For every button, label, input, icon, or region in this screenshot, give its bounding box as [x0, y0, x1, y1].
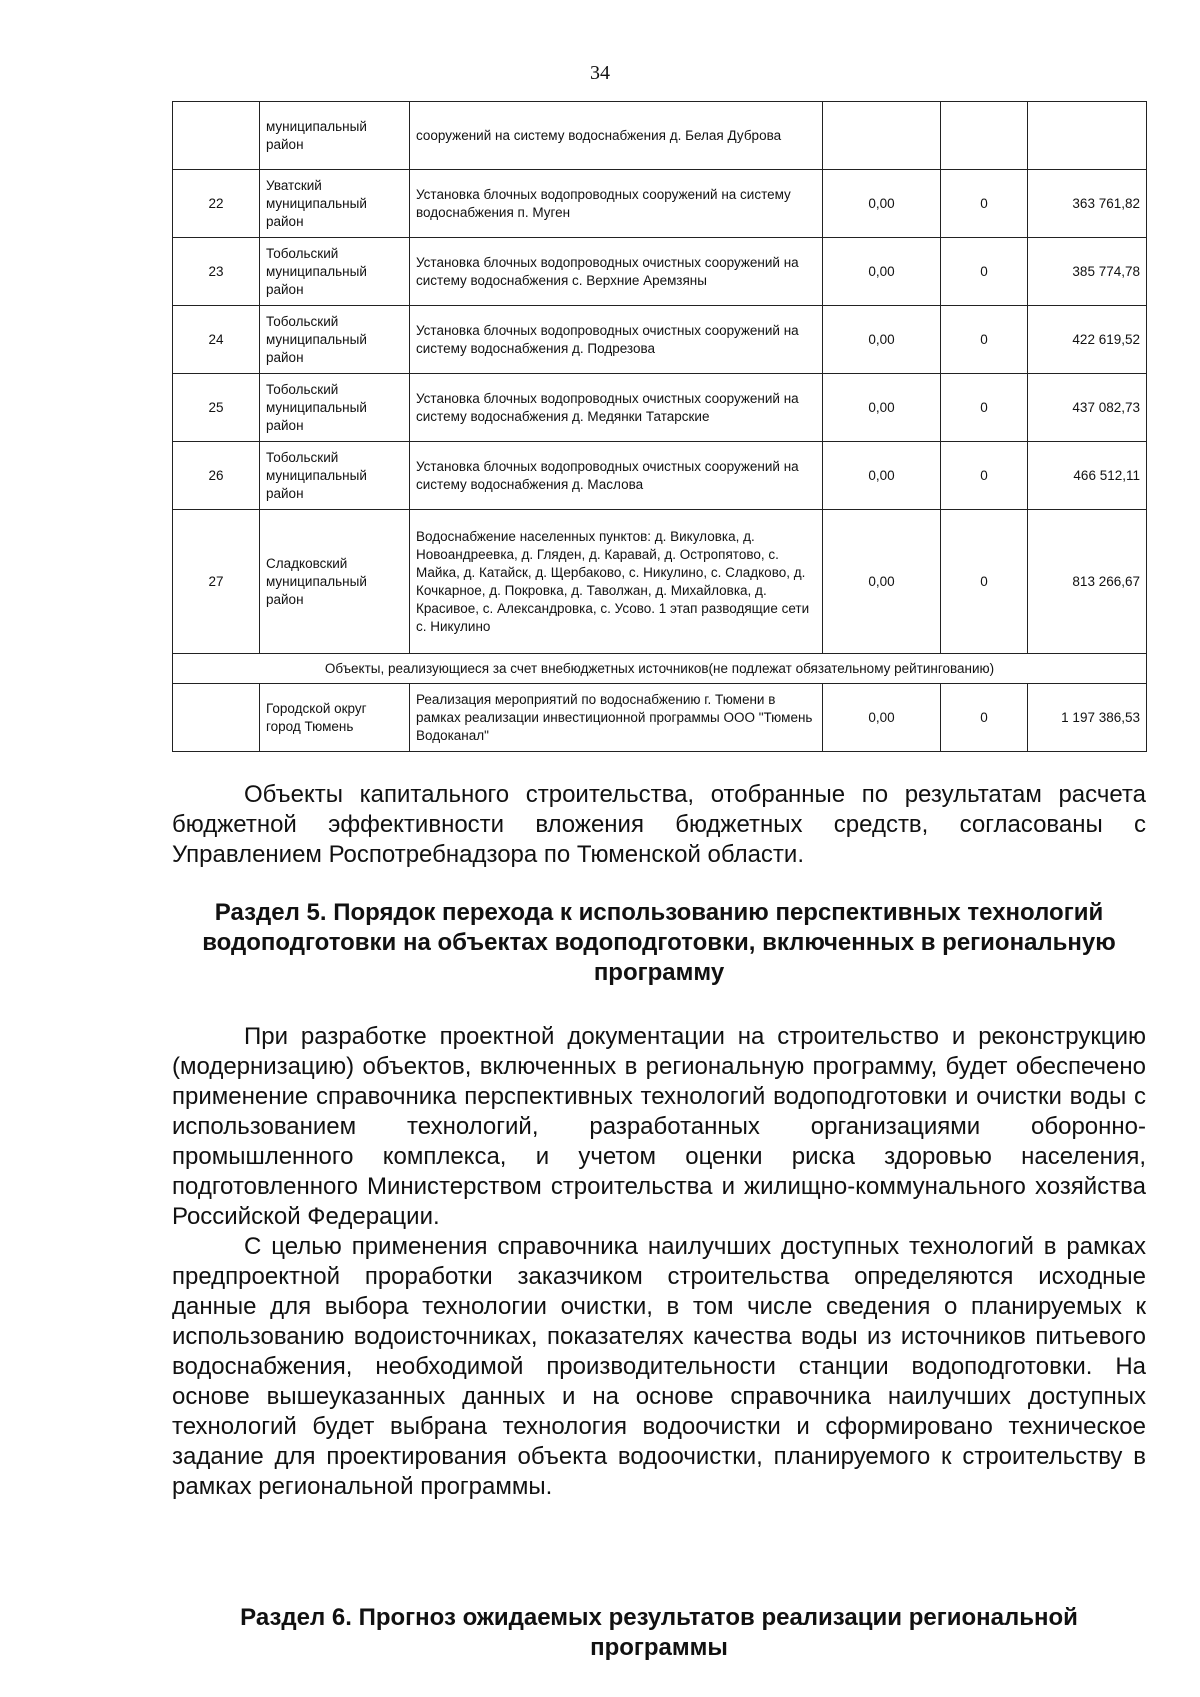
description-cell: Установка блочных водопроводных очистных сооружений на систему водоснабжения с. Верхние Аремзяны	[410, 238, 823, 306]
funding-cell: 0	[941, 306, 1028, 374]
description-cell: Установка блочных водопроводных очистных сооружений на систему водоснабжения д. Медянки Татарские	[410, 374, 823, 442]
paragraph: Объекты капитального строительства, отобранные по результатам расчета бюджетной эффективности вложения бюджетных средств, согласованы с Управлением Роспотребнадзора по Тюменской области.	[172, 781, 1146, 868]
funding-cell: 0,00	[823, 442, 941, 510]
value-cell	[1028, 102, 1147, 170]
funding-cell: 0,00	[823, 510, 941, 654]
district-cell: Городской округ город Тюмень	[260, 684, 410, 752]
funding-cell	[823, 102, 941, 170]
district-cell: Тобольский муниципальный район	[260, 306, 410, 374]
table-row	[173, 442, 1147, 510]
table-row	[173, 238, 1147, 306]
value-cell: 466 512,11	[1028, 442, 1147, 510]
table-row	[173, 102, 1147, 170]
description-cell: Водоснабжение населенных пунктов: д. Викуловка, д. Новоандреевка, д. Гляден, д. Каравай, д. Остропятово, с. Майка, д. Катайск, д. Щербаково, с. Никулино, с. Сладково, д. Кочкарное, д. Покровка, д. Таволжан, д. Михайловка, д. Красивое, с. Александровка, с. Усово. 1 этап разводящие сети с. Никулино	[410, 510, 823, 654]
description-cell: Реализация мероприятий по водоснабжению г. Тюмени в рамках реализации инвестиционной программы ООО "Тюмень Водоканал"	[410, 684, 823, 752]
row-number: 27	[173, 510, 260, 654]
value-cell: 363 761,82	[1028, 170, 1147, 238]
district-cell: Сладковский муниципальный район	[260, 510, 410, 654]
value-cell: 813 266,67	[1028, 510, 1147, 654]
value-cell: 1 197 386,53	[1028, 684, 1147, 752]
district-cell: Тобольский муниципальный район	[260, 238, 410, 306]
row-number: 23	[173, 238, 260, 306]
funding-cell: 0	[941, 442, 1028, 510]
district-cell: муниципальный район	[260, 102, 410, 170]
funding-cell: 0,00	[823, 684, 941, 752]
funding-cell: 0	[941, 510, 1028, 654]
table-row	[173, 374, 1147, 442]
funding-cell: 0,00	[823, 238, 941, 306]
funding-cell: 0,00	[823, 170, 941, 238]
section-note: Объекты, реализующиеся за счет внебюджетных источников(не подлежат обязательному рейтингованию)	[173, 654, 1147, 684]
paragraph: С целью применения справочника наилучших доступных технологий в рамках предпроектной проработки заказчиком строительства определяются исходные данные для выбора технологии очистки, в том числе сведения о планируемых к использованию водоисточниках, показателях качества воды из источников питьевого водоснабжения, необходимой производительности станции водоподготовки. На основе вышеуказанных данных и на основе справочника наилучших доступных технологий будет выбрана технология водоочистки и сформировано техническое задание для проектирования объекта водоочистки, планируемого к строительству в рамках региональной программы.	[172, 1233, 1146, 1500]
paragraph-block	[172, 780, 1146, 870]
funding-cell: 0	[941, 170, 1028, 238]
row-number: 22	[173, 170, 260, 238]
row-number	[173, 102, 260, 170]
row-number: 24	[173, 306, 260, 374]
description-cell: Установка блочных водопроводных сооружений на систему водоснабжения п. Муген	[410, 170, 823, 238]
row-number: 25	[173, 374, 260, 442]
table-row	[173, 684, 1147, 752]
value-cell: 437 082,73	[1028, 374, 1147, 442]
funding-cell	[941, 102, 1028, 170]
funding-cell: 0	[941, 374, 1028, 442]
funding-cell: 0,00	[823, 374, 941, 442]
value-cell: 422 619,52	[1028, 306, 1147, 374]
row-number: 26	[173, 442, 260, 510]
description-cell: Установка блочных водопроводных очистных сооружений на систему водоснабжения д. Подрезова	[410, 306, 823, 374]
table-row	[173, 306, 1147, 374]
paragraph: При разработке проектной документации на строительство и реконструкцию (модернизацию) объектов, включенных в региональную программу, будет обеспечено применение справочника перспективных технологий водоподготовки и очистки воды с использованием технологий, разработанных организациями оборонно-промышленного комплекса, и учетом оценки риска здоровью населения, подготовленного Министерством строительства и жилищно-коммунального хозяйства Российской Федерации.	[172, 1023, 1146, 1230]
table-row	[173, 510, 1147, 654]
funding-cell: 0,00	[823, 306, 941, 374]
value-cell: 385 774,78	[1028, 238, 1147, 306]
funding-cell: 0	[941, 238, 1028, 306]
description-cell: сооружений на систему водоснабжения д. Белая Дуброва	[410, 102, 823, 170]
objects-table	[172, 101, 1147, 752]
table-row	[173, 170, 1147, 238]
row-number	[173, 684, 260, 752]
page-number: 34	[590, 62, 610, 84]
funding-cell: 0	[941, 684, 1028, 752]
district-cell: Тобольский муниципальный район	[260, 374, 410, 442]
section-heading: Раздел 6. Прогноз ожидаемых результатов реализации региональной программы	[240, 1604, 1078, 1661]
district-cell: Уватский муниципальный район	[260, 170, 410, 238]
description-cell: Установка блочных водопроводных очистных сооружений на систему водоснабжения д. Маслова	[410, 442, 823, 510]
section-note-row	[173, 654, 1147, 684]
district-cell: Тобольский муниципальный район	[260, 442, 410, 510]
paragraph-block	[172, 1022, 1146, 1502]
section-heading: Раздел 5. Порядок перехода к использованию перспективных технологий водоподготовки на объектах водоподготовки, включенных в региональную программу	[202, 899, 1116, 986]
